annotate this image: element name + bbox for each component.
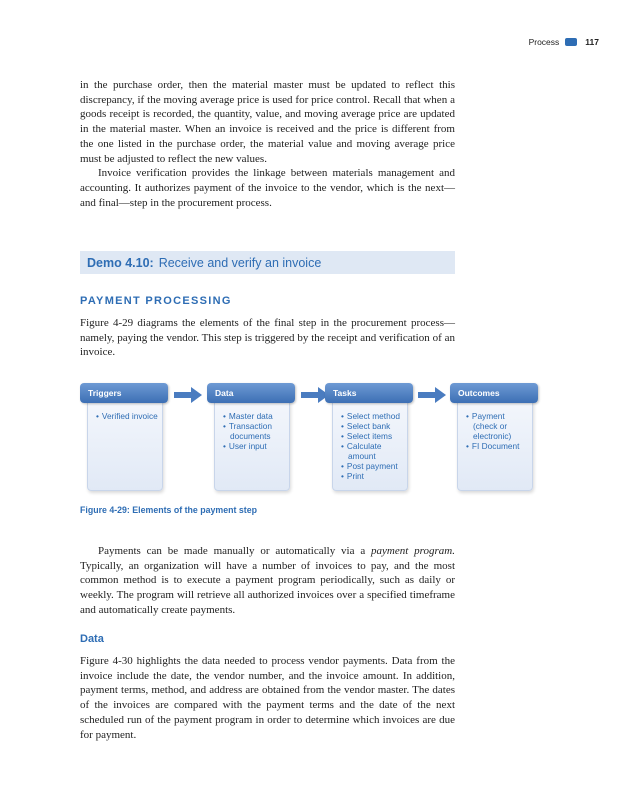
column-body	[457, 395, 533, 491]
intro-paragraph-2: Invoice verification provides the linkage between materials management and accounting. It authorizes payment of the invoice to the vendor, which is the next—and final—step in the procurement process.	[80, 167, 455, 209]
list-item: • Select method	[341, 411, 403, 421]
diagram-column-outcomes	[450, 383, 538, 451]
list-item: • Calculate amount	[341, 441, 403, 461]
list-item: • Print	[341, 471, 403, 481]
data-heading: Data	[80, 633, 104, 645]
payments-text-end: Typically, an organization will have a number of invoices to pay, and the most common method is to execute a payment program periodically, such as daily or weekly. The program will retrieve all authorized invoices over a specified timeframe and automatically create payments.	[80, 559, 455, 616]
list-item: • Verified invoice	[96, 411, 158, 421]
section-title: PAYMENT PROCESSING	[80, 295, 232, 307]
section-paragraph: Figure 4-29 diagrams the elements of the final step in the procurement process—namely, paying the vendor. This step is triggered by the receipt and verification of an invoice.	[80, 317, 455, 359]
list-item: • FI Document	[466, 441, 528, 451]
column-body	[214, 395, 290, 491]
diagram-column-data	[207, 383, 295, 451]
demo-title: Receive and verify an invoice	[158, 255, 322, 270]
right-arrow-icon	[174, 387, 202, 403]
demo-box	[80, 251, 455, 274]
payment-step-diagram	[80, 383, 550, 495]
page-number: 117	[585, 37, 599, 47]
column-header: Tasks	[325, 383, 413, 403]
figure-caption: Figure 4-29: Elements of the payment step	[80, 505, 257, 515]
column-header: Data	[207, 383, 295, 403]
right-arrow-icon	[418, 387, 446, 403]
list-item: • Master data	[223, 411, 285, 421]
demo-label: Demo 4.10:	[87, 255, 154, 270]
payments-text	[80, 544, 455, 618]
list-item: • Post payment	[341, 461, 403, 471]
intro-text	[80, 78, 455, 210]
column-header: Outcomes	[450, 383, 538, 403]
running-header	[529, 37, 599, 47]
list-item: • Select bank	[341, 421, 403, 431]
data-paragraph: Figure 4-30 highlights the data needed to process vendor payments. Data from the invoice include the date, the vendor number, and the invoice amount. In addition, payment terms, method, and address are obtained from the vendor master. The dates of the invoices are compared with the payment terms and the date of the next scheduled run of the payment program in order to determine which invoices are due for payment.	[80, 655, 455, 741]
column-header: Triggers	[80, 383, 168, 403]
payments-text-start: Payments can be made manually or automatically via a	[98, 545, 372, 557]
diagram-column-tasks	[325, 383, 413, 481]
list-item: • User input	[223, 441, 285, 451]
data-text	[80, 654, 455, 742]
header-square-icon	[565, 38, 577, 46]
list-item: • Select items	[341, 431, 403, 441]
intro-paragraph-1: in the purchase order, then the material master must be updated to reflect this discrepancy, if the moving average price is used for price control. Recall that when a goods receipt is recorded, the quantity, value, and moving average price are updated in the material master. When an invoice is received and the price is different from the one listed in the purchase order, the material value and moving average price must be adjusted to reflect the new values.	[80, 79, 455, 165]
list-item: • Payment (check or electronic)	[466, 411, 528, 441]
section-text	[80, 316, 455, 360]
diagram-column-triggers	[80, 383, 168, 421]
payment-program-term: payment program.	[371, 545, 455, 557]
column-body	[332, 395, 408, 491]
header-section: Process	[528, 37, 560, 47]
payments-paragraph	[80, 544, 455, 618]
column-body	[87, 395, 163, 491]
list-item: • Transaction documents	[223, 421, 285, 441]
